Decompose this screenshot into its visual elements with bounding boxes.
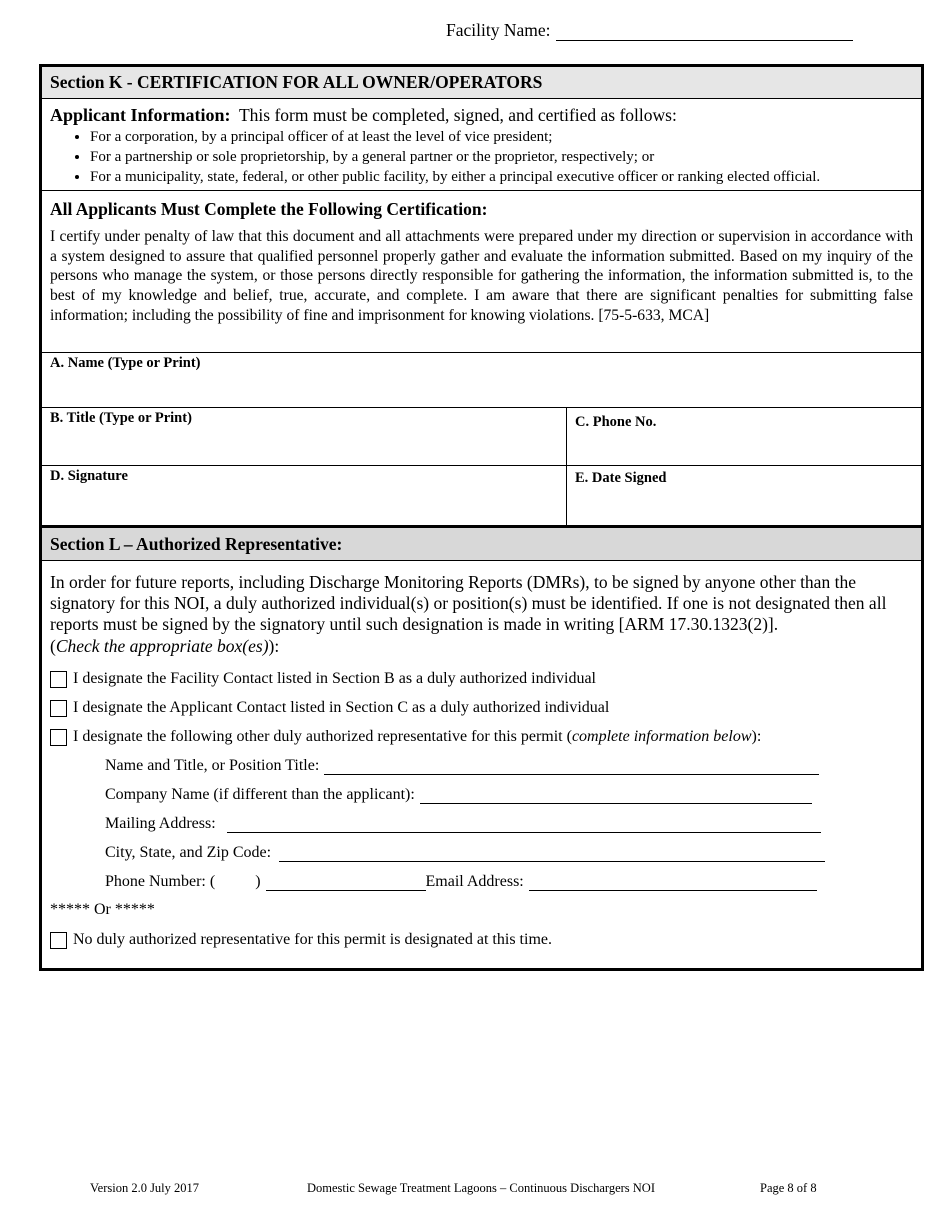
date-signed-field[interactable] <box>567 466 921 525</box>
signature-label: D. Signature <box>50 468 128 484</box>
option-label: No duly authorized representative for this permit is designated at this time. <box>73 931 552 949</box>
name-title-line[interactable] <box>324 758 819 775</box>
section-l-title: Section L – Authorized Representative: <box>42 528 921 561</box>
intro-italic: Check the appropriate box(es) <box>55 635 269 656</box>
certification-heading: All Applicants Must Complete the Following Certification: <box>50 199 488 219</box>
applicant-heading: Applicant Information: <box>50 105 231 125</box>
section-l-body <box>42 561 921 957</box>
designate-applicant-contact-option[interactable] <box>50 694 913 723</box>
certification-text: I certify under penalty of law that this document and all attachments were prepared under my direction or supervision in accordance with a system designed to assure that qualified personnel properly gather and evaluate the information submitted. Based on my inquiry of the persons who manage the system, or those persons directly responsible for gathering the information, the information submitted is, to the best of my knowledge and belief, true, accurate, and complete. I am aware that there are significant penalties for submitting false information; including the possibility of fine and imprisonment for knowing violations. [75-5-633, MCA] <box>50 228 913 324</box>
list-item: • For a municipality, state, federal, or other public facility, by either a principal executive officer or ranking elected official. <box>90 167 913 187</box>
footer-version: Version 2.0 July 2017 <box>90 1181 200 1195</box>
phone-email-field[interactable] <box>105 868 913 897</box>
applicant-bullet-list <box>50 127 913 187</box>
checkbox[interactable] <box>50 671 67 688</box>
footer-document-title: Domestic Sewage Treatment Lagoons – Continuous Dischargers NOI <box>307 1181 655 1195</box>
list-item: • For a corporation, by a principal officer of at least the level of vice president; <box>90 127 913 147</box>
city-state-zip-field[interactable] <box>105 839 913 868</box>
company-name-field[interactable] <box>105 781 913 810</box>
applicant-info <box>42 99 921 191</box>
option-label: I designate the Facility Contact listed in Section B as a duly authorized individual <box>73 670 596 688</box>
title-label: B. Title (Type or Print) <box>50 410 192 426</box>
footer-page-number: Page 8 of 8 <box>760 1181 817 1195</box>
facility-name-label: Facility Name: <box>446 20 551 40</box>
name-title-label: Name and Title, or Position Title: <box>105 757 320 775</box>
company-name-label: Company Name (if different than the applicant): <box>105 786 415 804</box>
mailing-address-label: Mailing Address: <box>105 815 216 833</box>
phone-number-line[interactable] <box>266 874 426 891</box>
company-name-line[interactable] <box>420 787 812 804</box>
intro-close: ): <box>268 635 280 656</box>
option-label: I designate the Applicant Contact listed in Section C as a duly authorized individual <box>73 699 610 717</box>
designate-other-representative-option[interactable] <box>50 723 913 752</box>
list-item: • For a partnership or sole proprietorship, by a general partner or the proprietor, respectively; or <box>90 147 913 167</box>
checkbox[interactable] <box>50 932 67 949</box>
or-separator: ***** Or ***** <box>50 901 155 919</box>
city-state-zip-line[interactable] <box>279 845 825 862</box>
name-title-field[interactable] <box>105 752 913 781</box>
mailing-address-line[interactable] <box>227 816 821 833</box>
intro-text: In order for future reports, including Discharge Monitoring Reports (DMRs), to be signed by anyone other than the signatory for this NOI, a duly authorized individual(s) or position(s) must be identified. If one is not designated then all reports must be signed by the signatory until such designation is made in writing [ARM 17.30.1323(2)]. <box>50 572 887 635</box>
title-field[interactable] <box>42 408 567 465</box>
phone-label: C. Phone No. <box>575 414 657 430</box>
checkbox[interactable] <box>50 700 67 717</box>
date-signed-label: E. Date Signed <box>575 470 667 486</box>
checkbox[interactable] <box>50 729 67 746</box>
name-field[interactable] <box>42 353 921 408</box>
intro-open: ( <box>50 635 56 656</box>
phone-number-label: Phone Number: ( <box>105 873 216 891</box>
city-state-zip-label: City, State, and Zip Code: <box>105 844 272 862</box>
phone-close: ) <box>255 873 261 891</box>
name-label: A. Name (Type or Print) <box>50 355 201 371</box>
certification-block <box>42 191 921 353</box>
designate-facility-contact-option[interactable] <box>50 665 913 694</box>
facility-name-field[interactable] <box>446 20 853 41</box>
phone-field[interactable] <box>567 408 921 465</box>
email-line[interactable] <box>529 874 817 891</box>
signature-field[interactable] <box>42 466 567 525</box>
applicant-intro: This form must be completed, signed, and certified as follows: <box>238 105 677 125</box>
email-label: Email Address: <box>425 873 524 891</box>
form-frame <box>39 64 924 971</box>
facility-name-line[interactable] <box>556 23 853 41</box>
section-k-title: Section K - CERTIFICATION FOR ALL OWNER/OPERATORS <box>42 67 921 99</box>
option-label: I designate the following other duly authorized representative for this permit (complete information below): <box>73 728 762 746</box>
no-representative-option[interactable] <box>50 924 913 957</box>
section-l-intro <box>50 572 913 657</box>
mailing-address-field[interactable] <box>105 810 913 839</box>
